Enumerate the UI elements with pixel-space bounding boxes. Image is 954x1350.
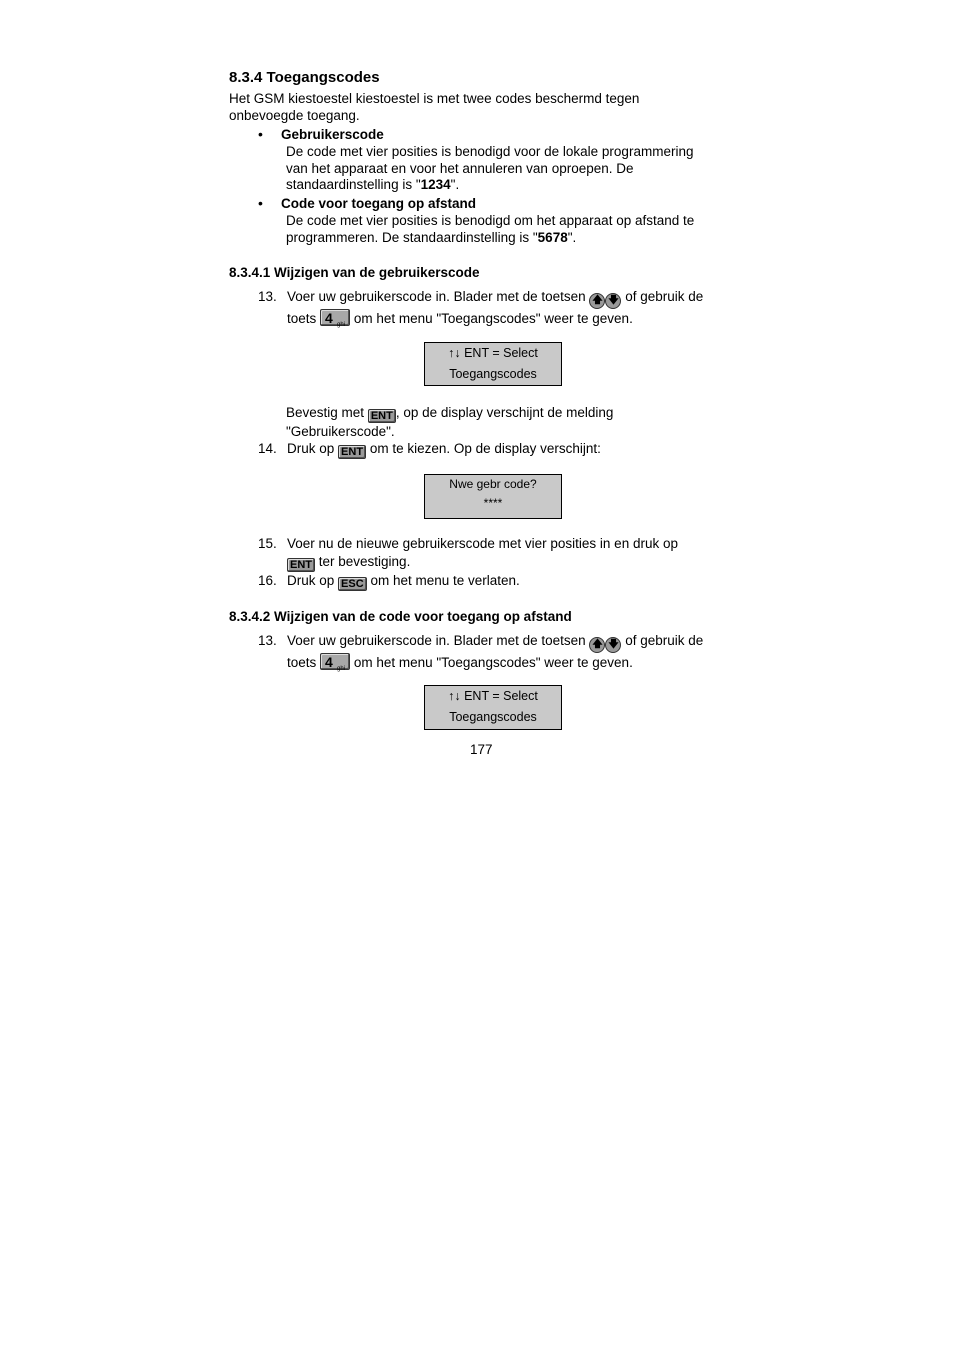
step-line [287, 653, 703, 672]
bullet-line [286, 230, 694, 247]
step-line [286, 404, 613, 423]
bullet-text [286, 213, 694, 246]
lcd-line: Toegangscodes [449, 367, 537, 381]
ent-key-icon: ENT [338, 445, 366, 459]
text-span: , op de display verschijnt de melding [395, 405, 614, 420]
lcd-line: ↑↓ ENT = Select [448, 346, 538, 360]
default-code: 1234 [420, 177, 451, 192]
lcd-line: Toegangscodes [449, 710, 537, 724]
step-text [287, 535, 678, 572]
bullet-dot: • [258, 195, 263, 211]
step-number: 16. [258, 573, 277, 588]
bullet-title: Code voor toegang op afstand [281, 196, 477, 211]
key-digit: 4 [325, 654, 333, 670]
text-span: standaardinstelling is " [286, 177, 421, 192]
step-line [287, 309, 703, 328]
lcd-display [424, 342, 562, 386]
step-line [287, 631, 703, 653]
text-span: om het menu "Toegangscodes" weer te geven. [353, 311, 633, 326]
bullet-line: van het apparaat en voor het annuleren van oproepen. De [286, 160, 634, 176]
step-number: 13. [258, 633, 277, 648]
ent-key-icon: ENT [368, 409, 396, 423]
section-title: 8.3.4 Toegangscodes [229, 69, 380, 86]
key-4-icon [320, 309, 350, 326]
bullet-dot: • [258, 126, 263, 142]
bullet-line: De code met vier posities is benodigd voor de lokale programmering [286, 144, 694, 159]
arrow-down-key-icon: 🡇 [605, 293, 621, 309]
key-digit: 4 [325, 310, 333, 326]
bullet-line [286, 177, 693, 194]
step-line [287, 553, 678, 572]
default-code: 5678 [537, 229, 568, 245]
bullet-text [286, 144, 693, 194]
text-span: ". [567, 229, 577, 245]
key-4-icon [320, 653, 350, 670]
lcd-line: Nwe gebr code? [449, 477, 537, 491]
text-span: Druk op [287, 573, 335, 588]
text-span: of gebruik de [625, 633, 704, 648]
step-text [287, 440, 601, 459]
lcd-display [424, 685, 562, 730]
text-span: of gebruik de [625, 289, 704, 304]
step-line [287, 287, 703, 309]
step-number: 15. [258, 536, 277, 551]
text-span: Druk op [287, 441, 335, 456]
text-span: ter bevestiging. [318, 554, 411, 569]
step-text [287, 631, 703, 672]
step-text [287, 287, 703, 328]
intro-line: onbevoegde toegang. [229, 107, 360, 123]
text-span: programmeren. De standaardinstelling is " [286, 229, 538, 245]
subsection-title: 8.3.4.2 Wijzigen van de code voor toegang op afstand [229, 609, 572, 624]
text-span: Bevestig met [286, 405, 365, 420]
text-span: toets [287, 655, 317, 670]
intro-text [229, 91, 639, 124]
step-line: "Gebruikerscode". [286, 424, 395, 439]
step-number: 14. [258, 441, 277, 456]
text-span: om het menu "Toegangscodes" weer te geven. [353, 655, 633, 670]
text-span: Voer uw gebruikerscode in. Blader met de toetsen [287, 289, 586, 304]
text-span: om te kiezen. Op de display verschijnt: [369, 441, 601, 456]
page-number: 177 [470, 742, 493, 757]
lcd-line: ↑↓ ENT = Select [448, 689, 538, 703]
text-span: om het menu te verlaten. [370, 573, 520, 588]
lcd-line: **** [483, 496, 503, 510]
arrow-up-key-icon: 🡅 [589, 293, 605, 309]
key-letters: ghi [337, 322, 346, 328]
step-line: Voer nu de nieuwe gebruikerscode met vier posities in en druk op [287, 536, 678, 551]
arrow-up-key-icon: 🡅 [589, 637, 605, 653]
text-span: toets [287, 311, 317, 326]
subsection-title: 8.3.4.1 Wijzigen van de gebruikerscode [229, 265, 480, 280]
esc-key-icon: ESC [338, 577, 367, 591]
text-span: Voer uw gebruikerscode in. Blader met de toetsen [287, 633, 586, 648]
step-number: 13. [258, 289, 277, 304]
confirm-text [286, 404, 613, 441]
bullet-title: Gebruikerscode [281, 127, 384, 142]
intro-line: Het GSM kiestoestel kiestoestel is met twee codes beschermd tegen [229, 91, 640, 106]
key-letters: ghi [337, 666, 346, 672]
lcd-display [424, 474, 562, 519]
arrow-down-key-icon: 🡇 [605, 637, 621, 653]
step-text [287, 572, 520, 591]
bullet-line: De code met vier posities is benodigd om het apparaat op afstand te [286, 213, 695, 228]
text-span: ". [450, 177, 460, 192]
ent-key-icon: ENT [287, 558, 315, 572]
